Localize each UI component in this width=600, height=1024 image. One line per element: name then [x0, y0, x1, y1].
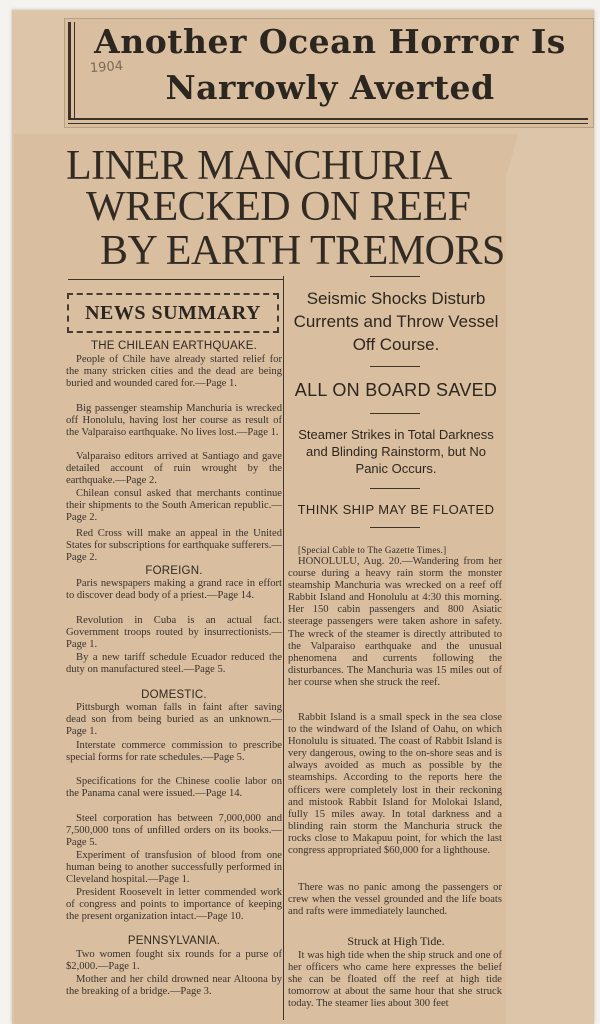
top-frame-left — [68, 22, 71, 118]
top-frame-bottom — [68, 118, 588, 120]
section-heading: THE CHILEAN EARTHQUAKE. — [90, 340, 258, 352]
top-headline-line2: Narrowly Averted — [165, 68, 495, 107]
summary-item: Two women fought six rounds for a purse of $2,000.—Page 1. — [66, 949, 282, 972]
top-frame-left-inner — [74, 22, 75, 118]
column-divider — [283, 276, 284, 1020]
section-heading: PENNSYLVANIA. — [127, 935, 221, 947]
news-summary-title: NEWS SUMMARY — [85, 301, 261, 324]
summary-item: Red Cross will make an appeal in the United States for subscriptions for earthquake sufferers.—Page 2. — [66, 528, 282, 563]
summary-item: Chilean consul asked that merchants continue their shipments to the South American republic.—Page 2. — [66, 488, 282, 523]
main-headline-line2: WRECKED ON REEF — [86, 184, 471, 230]
dateline: [Special Cable to The Gazette Times.] — [298, 545, 447, 555]
pencil-note: 1904 — [89, 58, 124, 77]
deck-rule — [370, 488, 420, 489]
article-paragraph: Rabbit Island is a small speck in the sea close to the windward of the Island of Oahu, on which Honolulu is situated. The coast of Rabbit Island is very dangerous, owing to the on-shore seas and is always avoided as much as possible by the steamships. According to the reports here the officers were completely lost in their reckoning and mistook Rabbit Island for Molokai Island, fully 15 miles away. In total darkness and a blinding rain storm the Manchuria struck the rocks close to Makapuu point, for which the last congress appropriated $60,000 for a lighthouse. — [288, 712, 502, 857]
deck-rule — [370, 527, 420, 528]
left-headline-rule — [68, 279, 284, 280]
summary-item: President Roosevelt in letter commended work of congress and points to importance of keeping the present organization intact.—Page 10. — [66, 887, 282, 922]
article-paragraph: HONOLULU, Aug. 20.—Wandering from her course during a heavy rain storm the monster steamship Manchuria was wrecked on a reef off Rabbit Island and Honolulu at 4:30 this morning. Her 150 cabin passengers and 800 Asiatic steerage passengers were taken ashore in safety. The wreck of the steamer is directly attributed to the Valparaiso earthquake and the unusual phenomena and currents following the disturbances. The Manchuria was 15 miles out of her course when she struck the reef. — [288, 556, 502, 688]
summary-item: Paris newspapers making a grand race in effort to discover dead body of a priest.—Page 14. — [66, 578, 282, 601]
article-paragraph: It was high tide when the ship struck and one of her officers who came here expresses the belief she can be floated off the reef at high tide tomorrow at about the same hour that she struck today. The steamer lies about 300 feet — [288, 950, 502, 1010]
main-headline-line3: BY EARTH TREMORS — [100, 228, 505, 274]
summary-item: People of Chile have already started relief for the many stricken cities and the dead are being buried and wounded cared for.—Page 1. — [66, 354, 282, 389]
main-headline-line1: LINER MANCHURIA — [66, 143, 452, 189]
top-headline-line1: Another Ocean Horror Is — [94, 22, 566, 61]
deck-rule — [370, 276, 420, 277]
summary-item: Interstate commerce commission to prescribe special forms for rate schedules.—Page 5. — [66, 740, 282, 763]
deck-steamer-strikes: Steamer Strikes in Total Darkness and Blinding Rainstorm, but No Panic Occurs. — [298, 427, 494, 476]
summary-item: Steel corporation has between 7,000,000 and 7,500,000 tons of unfilled orders on its books.—Page 5. — [66, 813, 282, 848]
summary-item: Revolution in Cuba is an actual fact. Government troops routed by insurrectionists.—Page 1. — [66, 615, 282, 650]
deck-seismic: Seismic Shocks Disturb Currents and Throw Vessel Off Course. — [293, 289, 499, 354]
news-summary-box — [67, 293, 279, 333]
summary-item: Specifications for the Chinese coolie labor on the Panama canal were issued.—Page 14. — [66, 776, 282, 799]
deck-all-saved: ALL ON BOARD SAVED — [294, 380, 498, 400]
top-frame-bottom-inner — [68, 123, 588, 124]
summary-item: By a new tariff schedule Ecuador reduced the duty on manufactured steel.—Page 5. — [66, 652, 282, 675]
article-paragraph: There was no panic among the passengers or crew when the vessel grounded and the life boats and rafts were immediately launched. — [288, 882, 502, 918]
section-heading: DOMESTIC. — [141, 689, 207, 701]
article-subhead: Struck at High Tide. — [347, 934, 445, 948]
summary-item: Valparaiso editors arrived at Santiago and gave detailed account of ruin wrought by the earthquake.—Page 2. — [66, 451, 282, 486]
summary-item: Pittsburgh woman falls in faint after saving dead son from being buried as an unknown.—Page 1. — [66, 702, 282, 737]
summary-item: Mother and her child drowned near Altoona by the breaking of a bridge.—Page 3. — [66, 974, 282, 997]
deck-rule — [370, 366, 420, 367]
deck-rule — [370, 413, 420, 414]
deck-think-floated: THINK SHIP MAY BE FLOATED — [297, 502, 495, 517]
summary-item: Experiment of transfusion of blood from one human being to another successfully performed in Cleveland hospital.—Page 1. — [66, 850, 282, 885]
section-heading: FOREIGN. — [145, 565, 203, 577]
summary-item: Big passenger steamship Manchuria is wrecked off Honolulu, having lost her course as result of the Valparaiso earthquake. No lives lost.—Page 1. — [66, 403, 282, 438]
